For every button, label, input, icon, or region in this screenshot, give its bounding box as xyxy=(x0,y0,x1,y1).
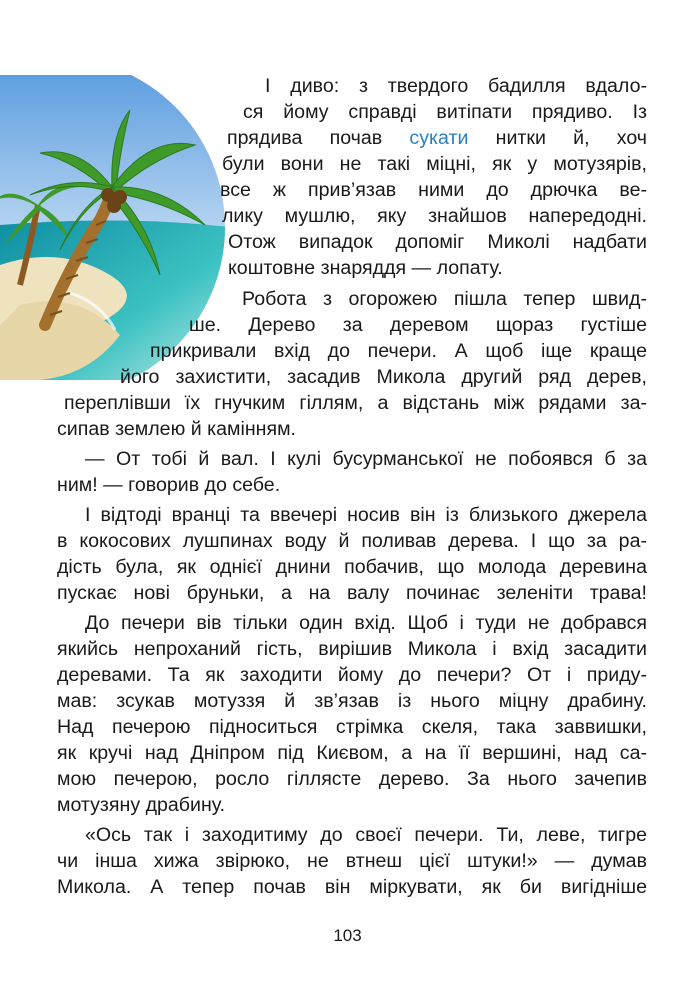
text-line: в кокосових лушпинах воду й поливав дерева. І що за ра- xyxy=(57,530,647,552)
text-line: ним! — говорив до себе. xyxy=(57,474,281,496)
text-line: якийсь непроханий гість, вирішив Микола і вхід засадити xyxy=(57,638,647,660)
text-line: Микола. А тепер почав він міркувати, як би вигідніше xyxy=(57,876,647,898)
text-line: «Ось так і заходитиму до своєї печери. Ти, леве, тигре xyxy=(85,824,647,846)
text-fragment: прядива почав xyxy=(227,127,383,149)
text-line: сипав землею й камінням. xyxy=(57,418,296,440)
text-line: переплівши їх гнучким гіллям, а відстань між рядами за- xyxy=(64,392,647,414)
text-line: його захистити, засадив Микола другий ряд дерев, xyxy=(120,366,647,388)
text-line: Над печерою підноситься стрімка скеля, така заввишки, xyxy=(57,716,647,738)
text-line xyxy=(227,125,647,151)
text-line: були вони не такі міцні, як у мотузярів, xyxy=(222,153,647,175)
text-line: все ж прив’язав ними до дрючка ве- xyxy=(220,179,647,201)
text-line: До печери вів тільки один вхід. Щоб і туди не добрався xyxy=(85,612,647,634)
text-line: як кручі над Дніпром під Києвом, а на її вершині, над са- xyxy=(57,742,647,764)
keyword-sukaty: сукати xyxy=(409,127,469,149)
text-line: ше. Дерево за деревом щораз густіше xyxy=(189,314,647,336)
text-line: коштовне знаряддя — лопату. xyxy=(228,257,503,279)
text-line: І диво: з твердого бадилля вдало- xyxy=(265,75,647,97)
text-line: І відтоді вранці та ввечері носив він із близького джерела xyxy=(85,504,647,526)
text-line: мотузяну драбину. xyxy=(57,794,226,816)
text-line: деревами. Та як заходити йому до печери? От і приду- xyxy=(57,664,647,686)
text-line: Отож випадок допоміг Миколі надбати xyxy=(228,231,647,253)
text-line: Робота з огорожею пішла тепер швид- xyxy=(242,288,647,310)
text-line: мою печерою, росло гіллясте дерево. За нього зачепив xyxy=(57,768,647,790)
page-number: 103 xyxy=(333,926,362,945)
text-line: пускає нові бруньки, а на валу починає зеленіти трава! xyxy=(57,582,647,604)
text-line: — От тобі й вал. І кулі бусурманської не побоявся б за xyxy=(85,448,647,470)
text-fragment: нитки й, хоч xyxy=(495,127,647,149)
text-line: прикривали вхід до печери. А щоб іще краще xyxy=(150,340,647,362)
text-line: лику мушлю, яку знайшов напередодні. xyxy=(222,205,647,227)
text-line: ся йому справді витіпати прядиво. Із xyxy=(243,101,647,123)
text-line: мав: зсукав мотуззя й зв’язав із нього міцну драбину. xyxy=(57,690,647,712)
text-line: чи інша хижа звірюко, не втнеш цієї штуки!» — думав xyxy=(57,850,647,872)
text-line: дість була, як однієї днини побачив, що молода деревина xyxy=(57,556,647,578)
